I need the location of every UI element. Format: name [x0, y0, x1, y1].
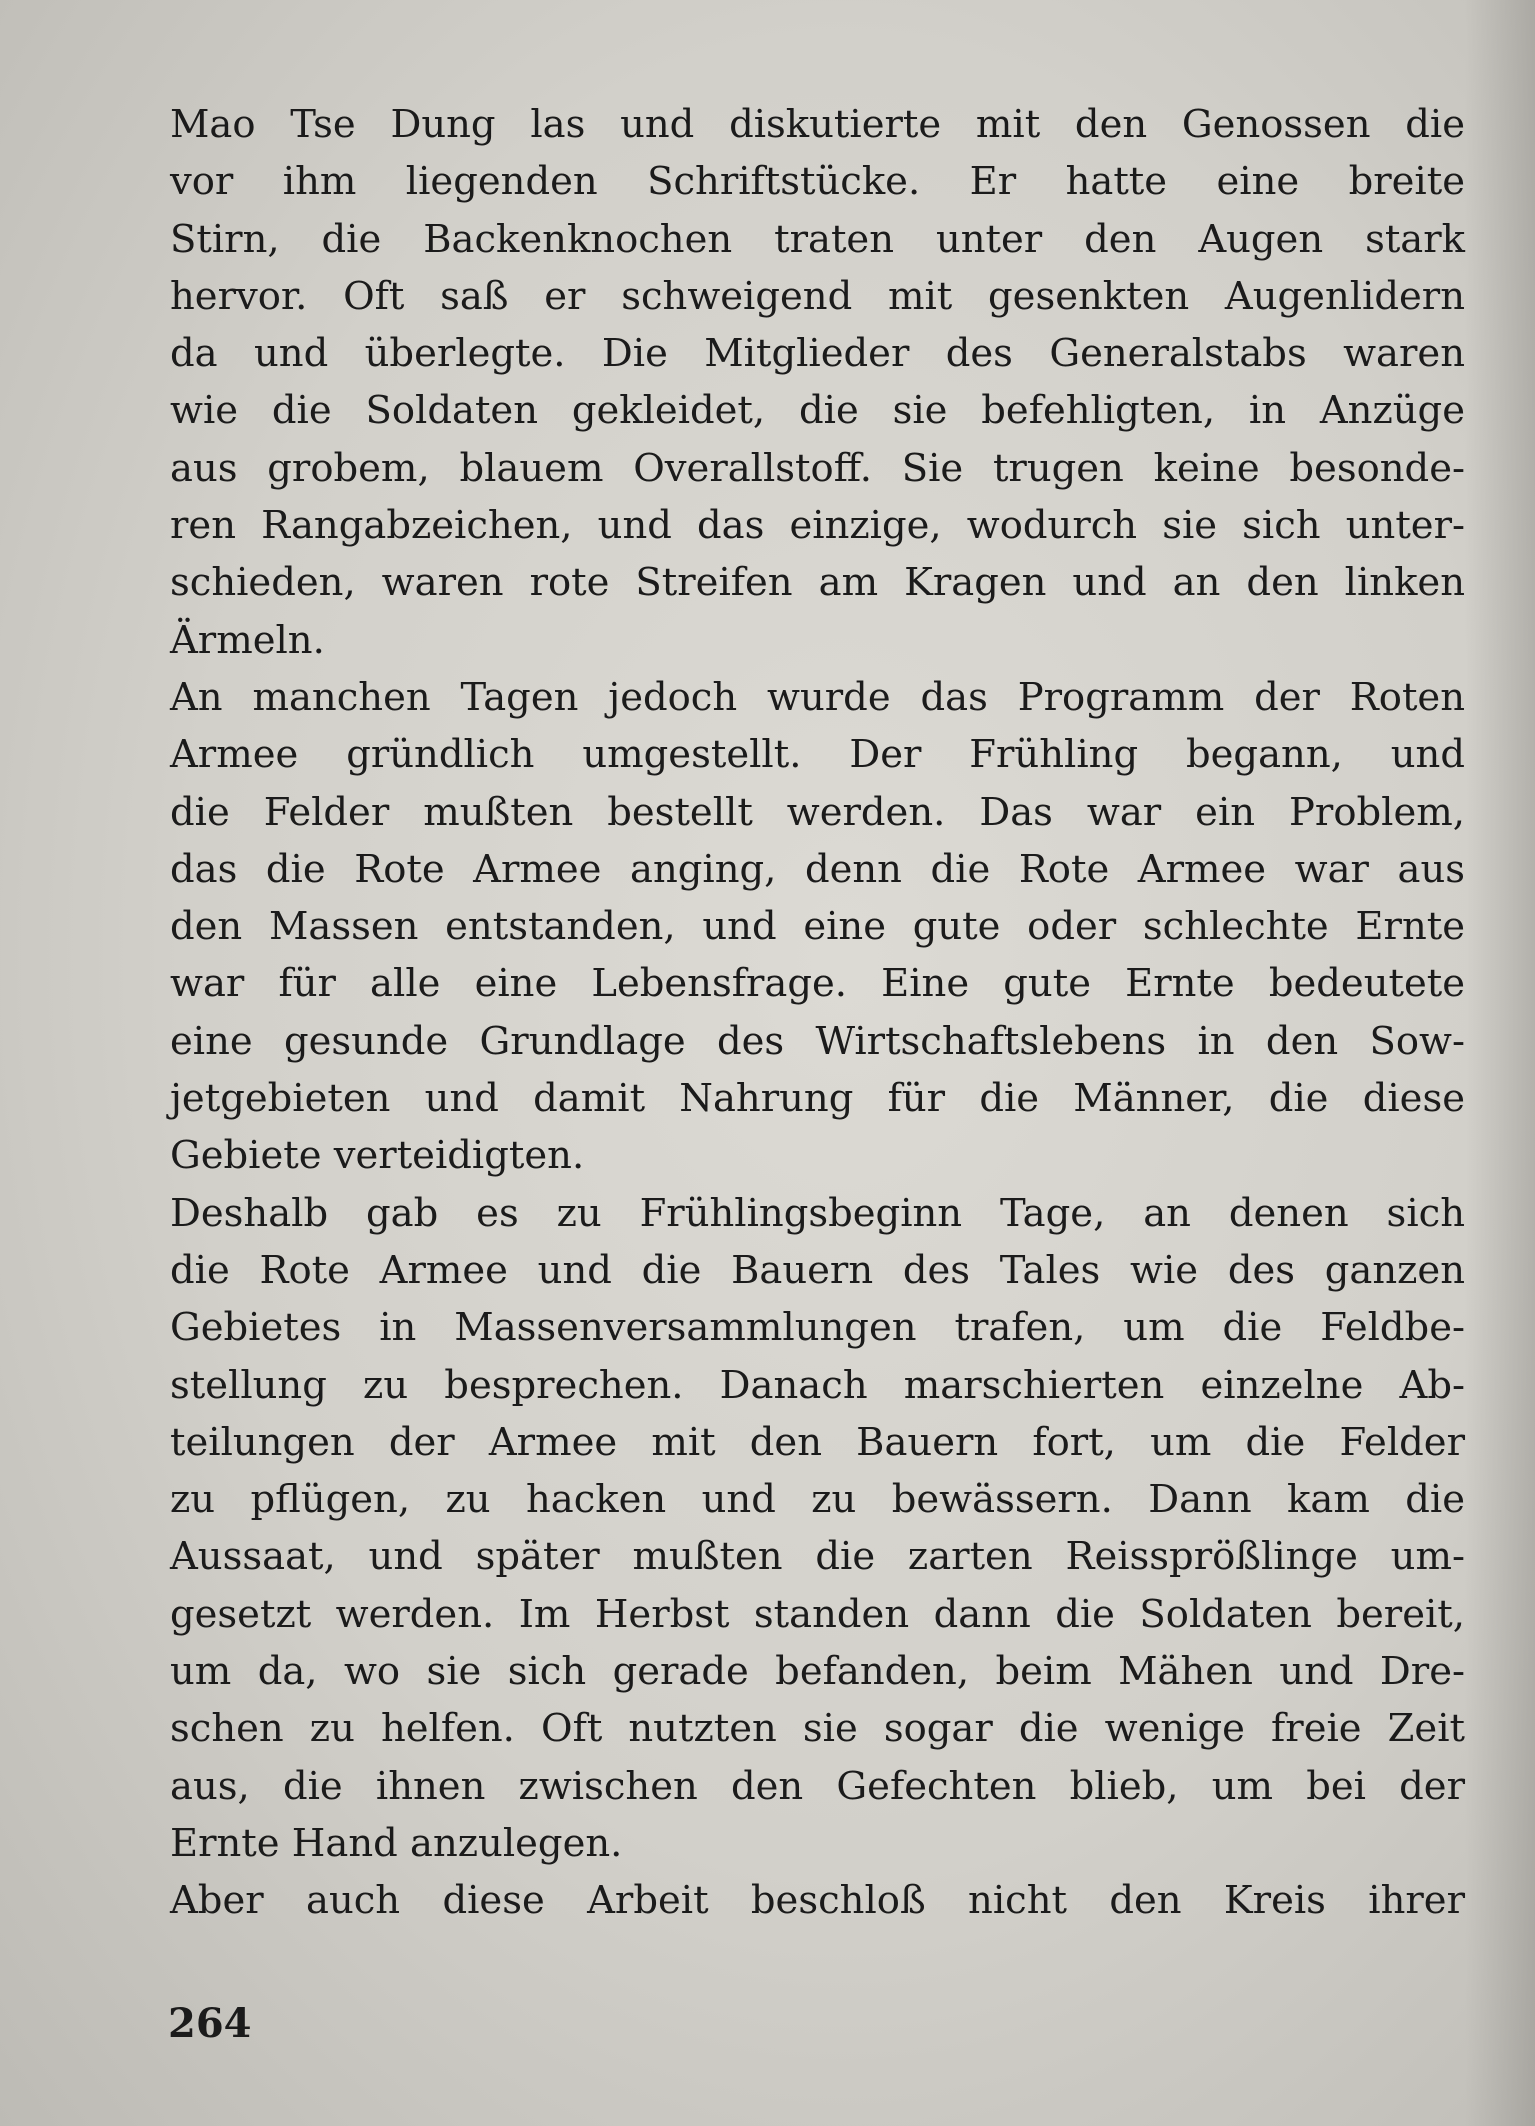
- body-text: [170, 96, 1465, 1930]
- text-line: den Massen entstanden, und eine gute oder schlechte Ernte: [170, 904, 1465, 950]
- text-line: die Felder mußten bestellt werden. Das war ein Problem,: [170, 789, 1465, 835]
- text-line: teilungen der Armee mit den Bauern fort, um die Felder: [170, 1419, 1465, 1465]
- text-line: Stirn, die Backenknochen traten unter den Augen stark: [170, 216, 1465, 262]
- text-line: schen zu helfen. Oft nutzten sie sogar die wenige freie Zeit: [170, 1706, 1465, 1752]
- text-line: An manchen Tagen jedoch wurde das Programm der Roten: [170, 674, 1465, 720]
- text-line: Mao Tse Dung las und diskutierte mit den Genossen die: [170, 102, 1465, 147]
- text-line: gesetzt werden. Im Herbst standen dann die Soldaten bereit,: [170, 1591, 1465, 1637]
- text-line: Aber auch diese Arbeit beschloß nicht den Kreis ihrer: [170, 1878, 1465, 1924]
- text-line: aus grobem, blauem Overallstoff. Sie trugen keine besonde-: [170, 445, 1465, 491]
- text-line: da und überlegte. Die Mitglieder des Generalstabs waren: [170, 331, 1465, 377]
- text-line: war für alle eine Lebensfrage. Eine gute Ernte bedeutete: [170, 961, 1465, 1007]
- text-line: die Rote Armee und die Bauern des Tales wie des ganzen: [170, 1247, 1465, 1293]
- text-line: Armee gründlich umgestellt. Der Frühling begann, und: [170, 732, 1465, 778]
- text-line: ren Rangabzeichen, und das einzige, wodurch sie sich unter-: [170, 503, 1465, 549]
- text-line: Ärmeln.: [170, 617, 325, 663]
- text-line: schieden, waren rote Streifen am Kragen und an den linken: [170, 560, 1465, 606]
- text-line: jetgebieten und damit Nahrung für die Männer, die diese: [170, 1076, 1465, 1122]
- text-line: um da, wo sie sich gerade befanden, beim Mähen und Dre-: [170, 1649, 1465, 1695]
- text-line: Deshalb gab es zu Frühlingsbeginn Tage, an denen sich: [170, 1190, 1465, 1236]
- text-line: das die Rote Armee anging, denn die Rote Armee war aus: [170, 846, 1465, 892]
- text-line: vor ihm liegenden Schriftstücke. Er hatte eine breite: [170, 159, 1465, 205]
- text-line: Ernte Hand anzulegen.: [170, 1820, 623, 1866]
- text-line: Gebietes in Massenversammlungen trafen, um die Feldbe-: [170, 1305, 1465, 1351]
- text-line: wie die Soldaten gekleidet, die sie befehligten, in Anzüge: [170, 388, 1465, 434]
- page-number: 264: [168, 2000, 252, 2047]
- text-line: hervor. Oft saß er schweigend mit gesenkten Augenlidern: [170, 273, 1465, 319]
- text-line: Gebiete verteidigten.: [170, 1133, 585, 1179]
- text-line: Aussaat, und später mußten die zarten Reissprößlinge um-: [170, 1534, 1465, 1580]
- text-line: aus, die ihnen zwischen den Gefechten blieb, um bei der: [170, 1763, 1465, 1809]
- text-line: eine gesunde Grundlage des Wirtschaftslebens in den Sow-: [170, 1018, 1465, 1064]
- page-edge-shadow: [1465, 0, 1535, 2126]
- text-line: zu pflügen, zu hacken und zu bewässern. Dann kam die: [170, 1477, 1465, 1523]
- text-line: stellung zu besprechen. Danach marschierten einzelne Ab-: [170, 1362, 1465, 1408]
